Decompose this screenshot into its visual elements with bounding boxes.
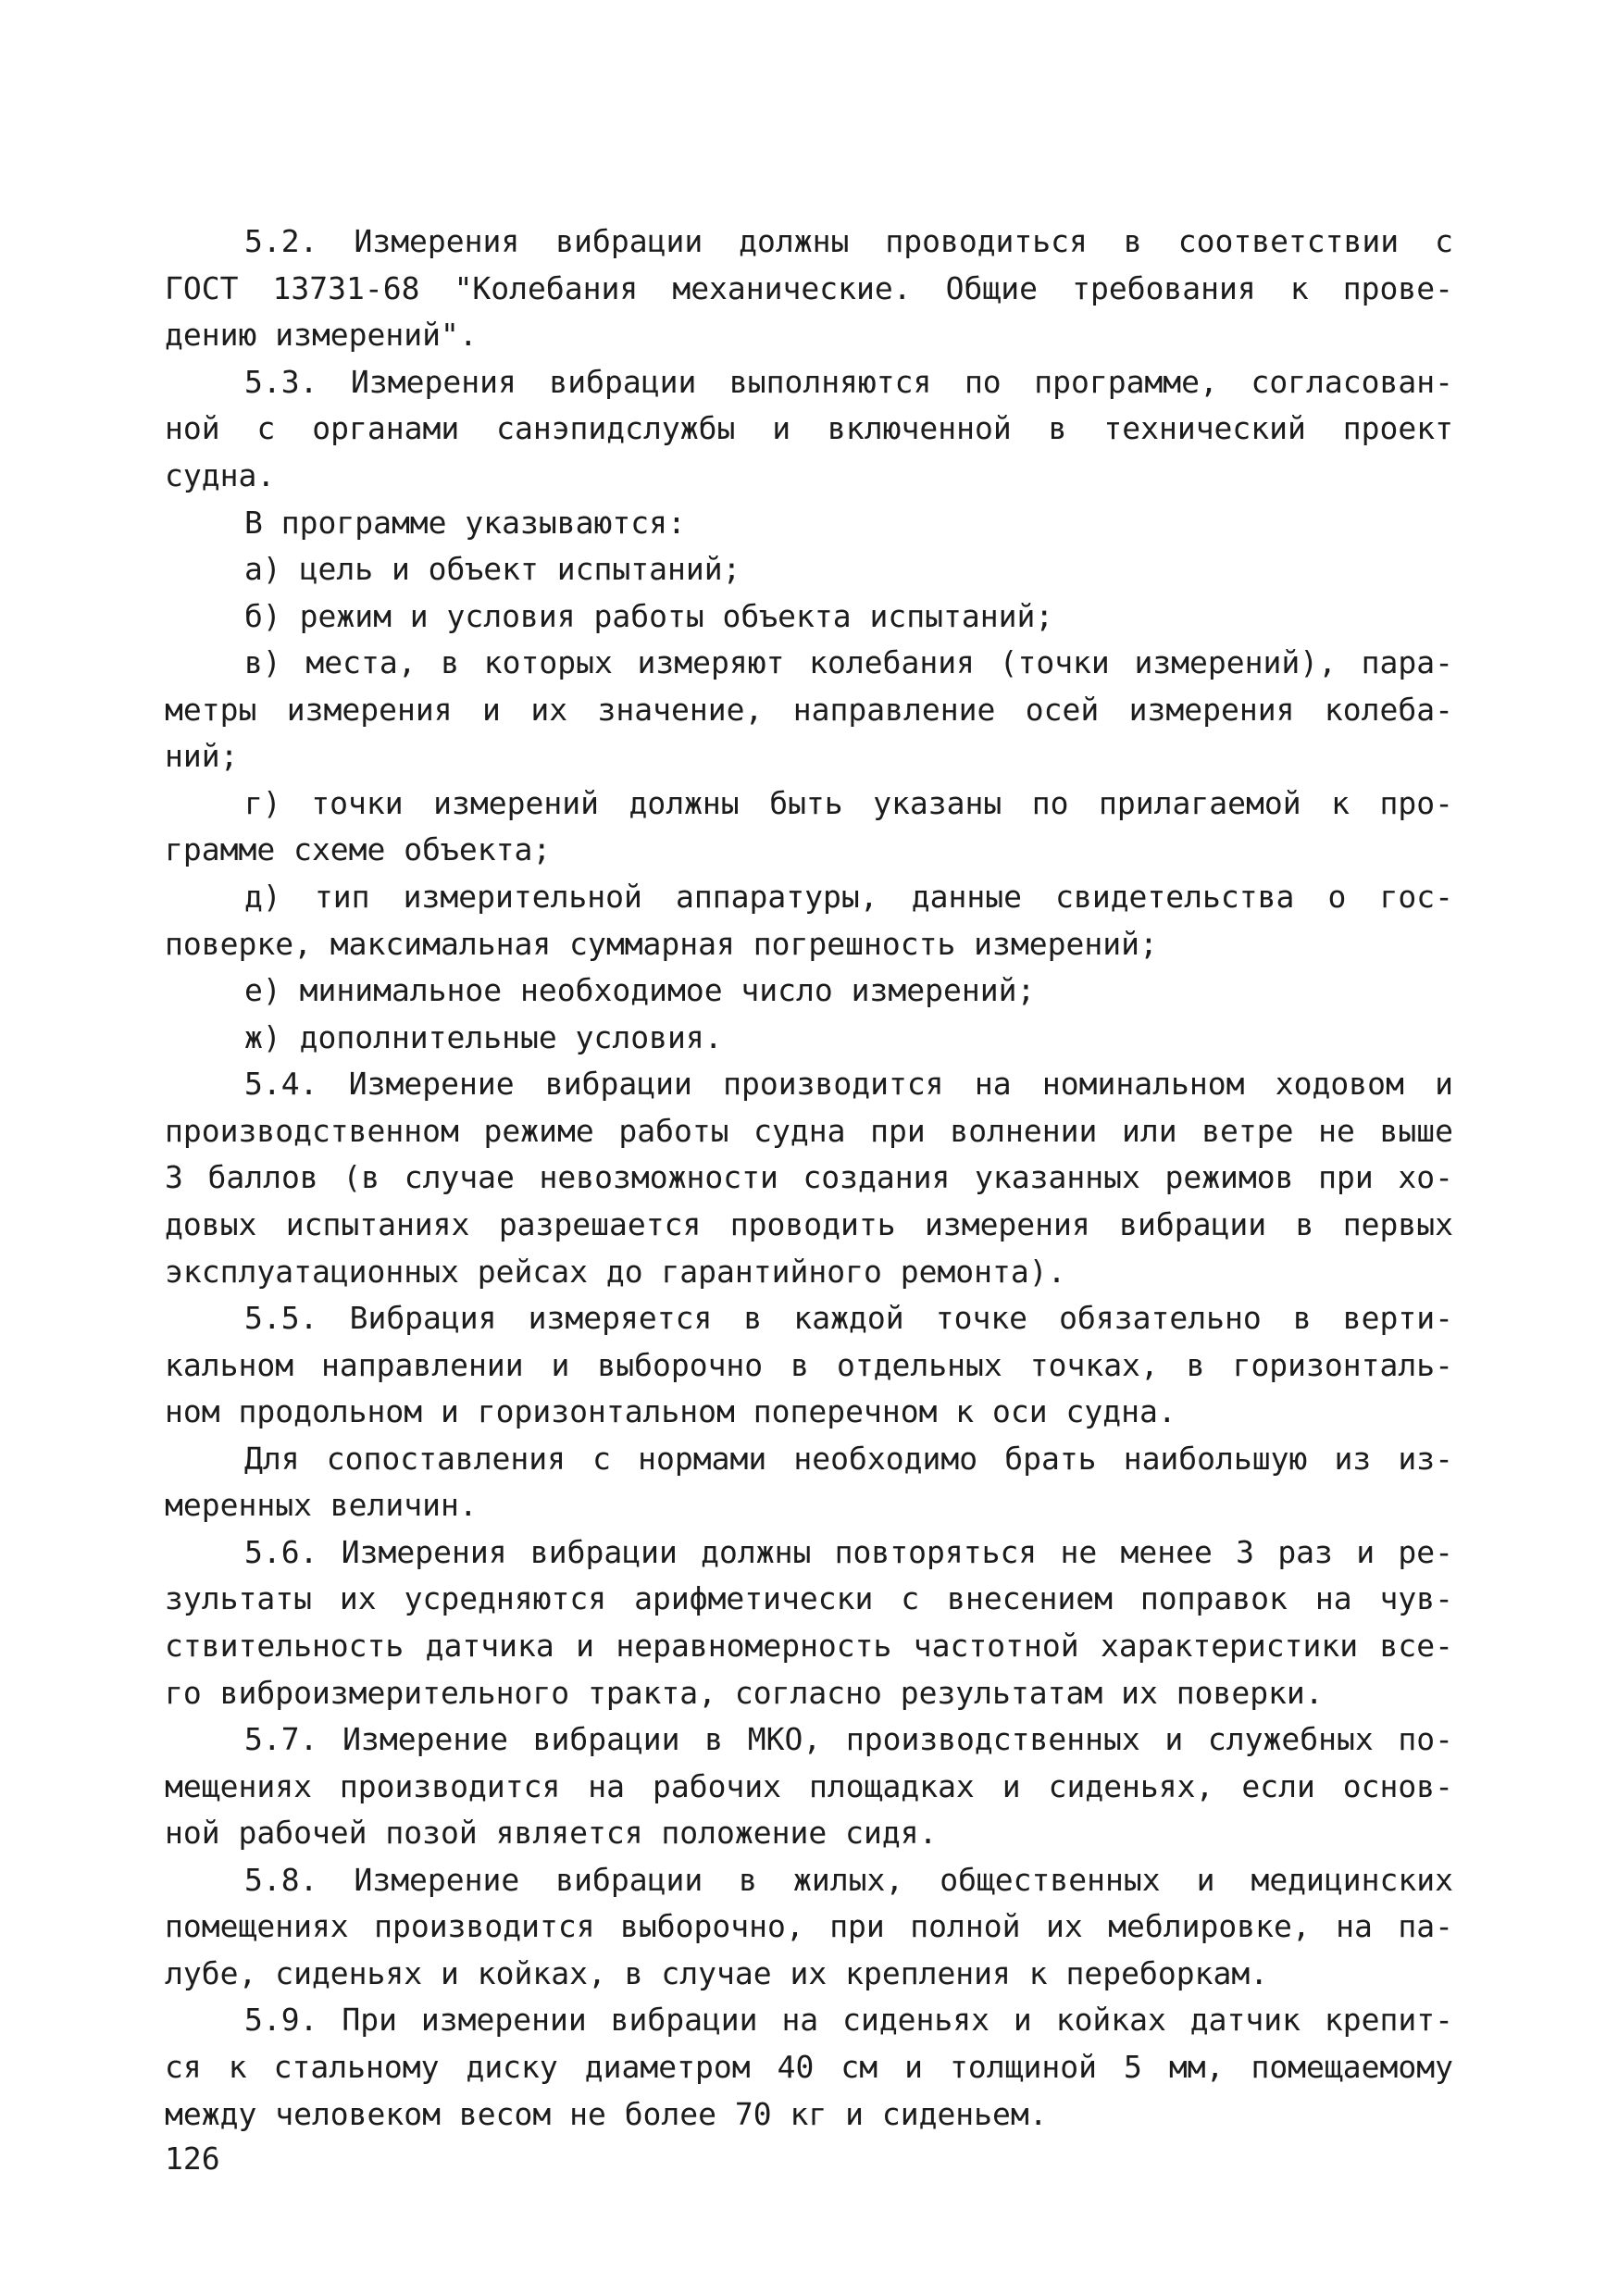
- text-line: грамме схеме объекта;: [165, 831, 552, 867]
- text-line: в) места, в которых измеряют колебания (точки измерений), пара-: [244, 644, 1453, 680]
- text-line: б) режим и условия работы объекта испытаний;: [244, 598, 1054, 634]
- text-line: ж) дополнительные условия.: [244, 1019, 723, 1055]
- text-line: ной рабочей позой является положение сидя.: [165, 1815, 938, 1851]
- text-line: ном продольном и горизонтальном поперечном к оси судна.: [165, 1393, 1176, 1429]
- text-line: 5.4. Измерение вибрации производится на номинальном ходовом и: [244, 1066, 1453, 1102]
- text-line: а) цель и объект испытаний;: [244, 551, 741, 587]
- text-line: го виброизмерительного тракта, согласно результатам их поверки.: [165, 1675, 1324, 1711]
- text-line: ний;: [165, 738, 239, 774]
- text-line: 3 баллов (в случае невозможности создания указанных режимов при хо-: [165, 1159, 1453, 1195]
- text-line: кальном направлении и выборочно в отдельных точках, в горизонталь-: [165, 1347, 1453, 1383]
- text-line: 5.5. Вибрация измеряется в каждой точке обязательно в верти-: [244, 1300, 1453, 1336]
- text-line: В программе указываются:: [244, 505, 686, 541]
- text-line: производственном режиме работы судна при волнении или ветре не выше: [165, 1113, 1453, 1149]
- text-line: Для сопоставления с нормами необходимо брать наибольшую из из-: [244, 1441, 1453, 1477]
- text-line: 5.3. Измерения вибрации выполняются по программе, согласован-: [244, 364, 1453, 400]
- text-line: дению измерений".: [165, 317, 478, 353]
- text-line: 5.2. Измерения вибрации должны проводиться в соответствии с: [244, 223, 1453, 259]
- text-line: довых испытаниях разрешается проводить измерения вибрации в первых: [165, 1206, 1453, 1242]
- text-line: ствительность датчика и неравномерность частотной характеристики все-: [165, 1628, 1453, 1664]
- text-line: лубе, сиденьях и койках, в случае их крепления к переборкам.: [165, 1955, 1269, 1991]
- text-line: е) минимальное необходимое число измерений;: [244, 972, 1036, 1008]
- text-line: ся к стальному диску диаметром 40 см и толщиной 5 мм, помещаемому: [165, 2049, 1453, 2085]
- text-line: между человеком весом не более 70 кг и сиденьем.: [165, 2096, 1048, 2132]
- text-line: зультаты их усредняются арифметически с внесением поправок на чув-: [165, 1580, 1453, 1616]
- text-line: 5.7. Измерение вибрации в МКО, производственных и служебных по-: [244, 1721, 1453, 1757]
- text-line: ГОСТ 13731-68 "Колебания механические. Общие требования к прове-: [165, 270, 1453, 306]
- text-line: 5.8. Измерение вибрации в жилых, общественных и медицинских: [244, 1862, 1453, 1898]
- text-line: мещениях производится на рабочих площадках и сиденьях, если основ-: [165, 1768, 1453, 1804]
- text-line: 5.6. Измерения вибрации должны повторяться не менее 3 раз и ре-: [244, 1534, 1453, 1570]
- text-line: эксплуатационных рейсах до гарантийного ремонта).: [165, 1254, 1066, 1290]
- text-line: метры измерения и их значение, направление осей измерения колеба-: [165, 692, 1453, 728]
- text-line: ной с органами санэпидслужбы и включенной в технический проект: [165, 410, 1453, 446]
- text-line: помещениях производится выборочно, при полной их меблировке, на па-: [165, 1908, 1453, 1944]
- text-line: 5.9. При измерении вибрации на сиденьях и койках датчик крепит-: [244, 2002, 1453, 2038]
- text-line: меренных величин.: [165, 1487, 478, 1523]
- text-line: судна.: [165, 457, 276, 493]
- text-line: г) точки измерений должны быть указаны по прилагаемой к про-: [244, 785, 1453, 821]
- text-line: поверке, максимальная суммарная погрешность измерений;: [165, 926, 1158, 962]
- text-line: д) тип измерительной аппаратуры, данные свидетельства о гос-: [244, 879, 1453, 915]
- page-number: 126: [165, 2140, 220, 2177]
